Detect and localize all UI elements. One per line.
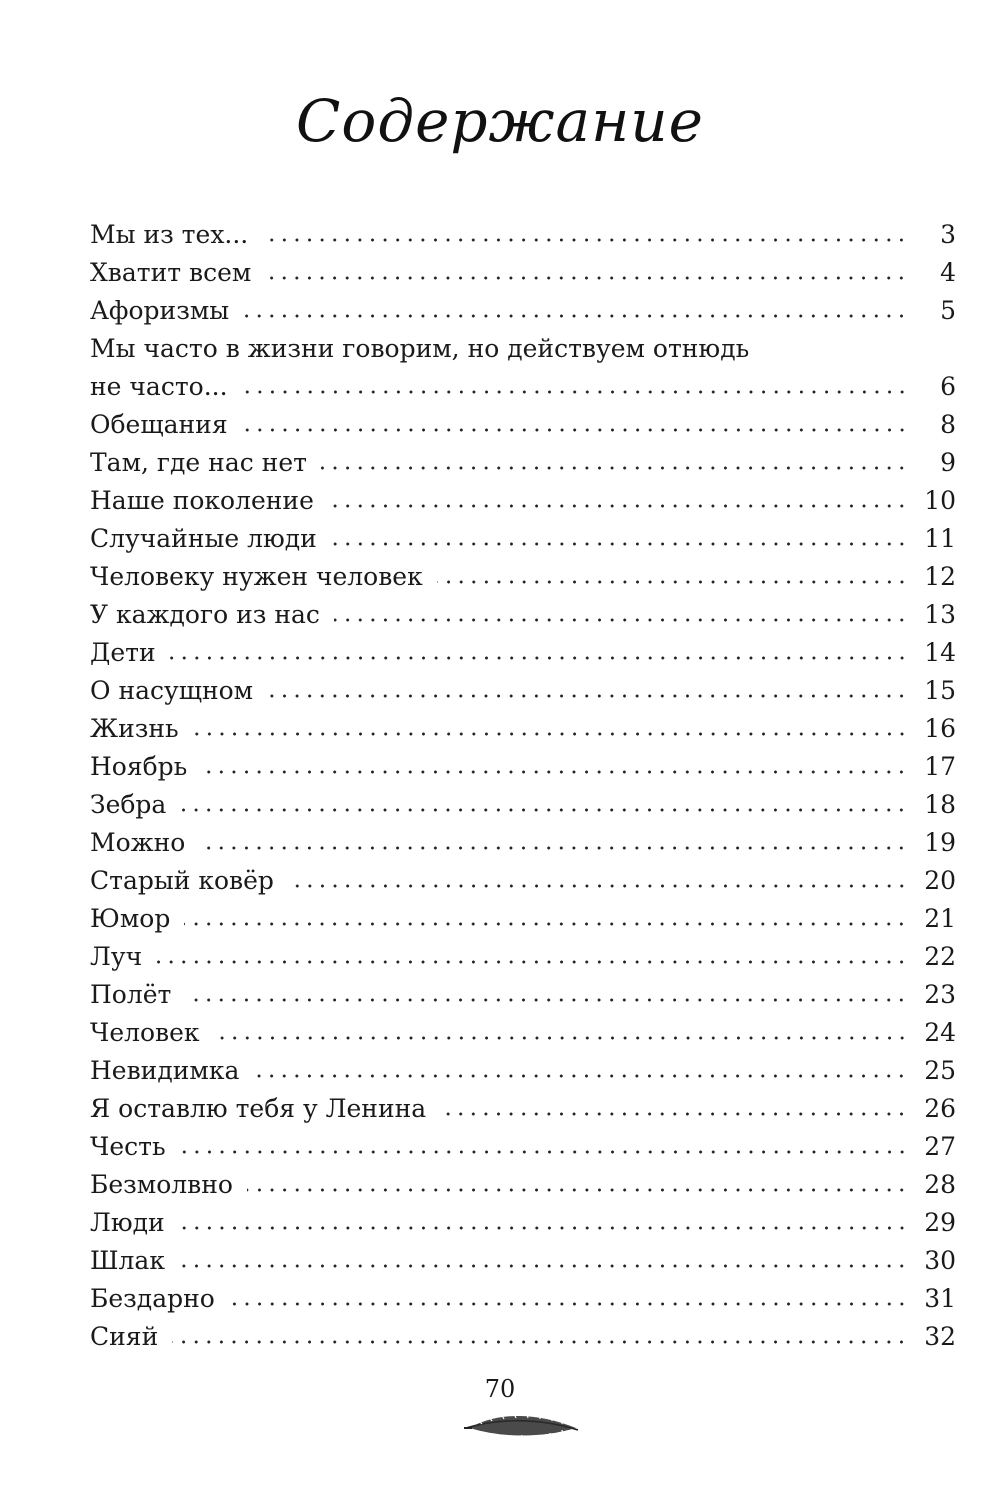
toc-entry-title: Безмолвно <box>90 1170 233 1199</box>
toc-entry-page: 10 <box>924 486 956 515</box>
toc-entry[interactable] <box>90 596 956 634</box>
toc-entry-title: Люди <box>90 1208 165 1237</box>
toc-entry-page: 13 <box>924 600 956 629</box>
toc-leader-dots <box>334 618 908 622</box>
toc-entry-page: 28 <box>924 1170 956 1199</box>
toc-leader-dots <box>201 770 908 774</box>
toc-entry-title: Мы из тех... <box>90 220 249 249</box>
toc-entry-title: Жизнь <box>90 714 179 743</box>
toc-entry-title-line1: Мы часто в жизни говорим, но действуем отнюдь <box>90 334 750 363</box>
toc-entry-title: О насущном <box>90 676 254 705</box>
toc-entry-page: 5 <box>940 296 956 325</box>
toc-entry[interactable] <box>90 1052 956 1090</box>
toc-entry[interactable] <box>90 406 956 444</box>
toc-leader-dots <box>331 542 908 546</box>
toc-entry-title: Я оставлю тебя у Ленина <box>90 1094 427 1123</box>
toc-leader-dots <box>265 276 908 280</box>
toc-entry-title: Луч <box>90 942 143 971</box>
toc-entry-title: Зебра <box>90 790 167 819</box>
toc-entry-title: У каждого из нас <box>90 600 320 629</box>
toc-entry[interactable] <box>90 1014 956 1052</box>
toc-entry[interactable] <box>90 938 956 976</box>
toc-entry[interactable] <box>90 1166 956 1204</box>
toc-entry[interactable] <box>90 216 956 254</box>
toc-entry-page: 15 <box>924 676 956 705</box>
toc-entry[interactable] <box>90 1318 956 1356</box>
feather-icon <box>462 1408 582 1444</box>
toc-entry[interactable] <box>90 1242 956 1280</box>
toc-entry-title: Полёт <box>90 980 172 1009</box>
toc-leader-dots <box>170 656 908 660</box>
toc-entry-title: Старый ковёр <box>90 866 274 895</box>
toc-leader-dots <box>242 428 908 432</box>
toc-entry-page: 20 <box>924 866 956 895</box>
toc-leader-dots <box>267 694 908 698</box>
page-number: 70 <box>484 1375 516 1403</box>
toc-entry[interactable] <box>90 1128 956 1166</box>
toc-leader-dots <box>184 922 908 926</box>
toc-entry[interactable] <box>90 710 956 748</box>
toc-entry-page: 24 <box>924 1018 956 1047</box>
toc-entry[interactable] <box>90 900 956 938</box>
toc-leader-dots <box>247 1188 908 1192</box>
toc-entry-page: 21 <box>924 904 956 933</box>
toc-entry-title: Сияй <box>90 1322 159 1351</box>
toc-entry-page: 31 <box>924 1284 956 1313</box>
toc-entry-page: 6 <box>940 372 956 401</box>
toc-entry-title: Человеку нужен человек <box>90 562 423 591</box>
toc-entry[interactable] <box>90 254 956 292</box>
toc-entry-page: 16 <box>924 714 956 743</box>
toc-entry-title: Афоризмы <box>90 296 230 325</box>
toc-leader-dots <box>179 1226 908 1230</box>
toc-entry[interactable] <box>90 672 956 710</box>
toc-entry-title: Дети <box>90 638 156 667</box>
toc-leader-dots <box>185 998 908 1002</box>
toc-leader-dots <box>262 238 908 242</box>
toc-leader-dots <box>288 884 908 888</box>
toc-entry-page: 14 <box>924 638 956 667</box>
toc-leader-dots <box>242 390 908 394</box>
page-title: Содержание <box>296 87 704 155</box>
toc-entry-page: 32 <box>924 1322 956 1351</box>
toc-entry-page: 9 <box>940 448 956 477</box>
toc-leader-dots <box>180 808 908 812</box>
toc-entry[interactable] <box>90 824 956 862</box>
toc-entry[interactable] <box>90 292 956 330</box>
toc-entry[interactable] <box>90 634 956 672</box>
toc-entry-page: 22 <box>924 942 956 971</box>
toc-entry-page: 23 <box>924 980 956 1009</box>
toc-entry[interactable] <box>90 1090 956 1128</box>
toc-entry-title: Честь <box>90 1132 166 1161</box>
toc-entry[interactable] <box>90 862 956 900</box>
toc-leader-dots <box>253 1074 908 1078</box>
toc-entry-page: 30 <box>924 1246 956 1275</box>
toc-leader-dots <box>179 1264 908 1268</box>
toc-entry[interactable] <box>90 1280 956 1318</box>
toc-entry-title: Наше поколение <box>90 486 314 515</box>
toc-leader-dots <box>437 580 908 584</box>
toc-entry[interactable] <box>90 558 956 596</box>
toc-entry-page: 11 <box>924 524 956 553</box>
toc-entry[interactable] <box>90 1204 956 1242</box>
toc-entry-title: Там, где нас нет <box>90 448 307 477</box>
table-of-contents <box>90 216 956 1356</box>
toc-leader-dots <box>172 1340 908 1344</box>
toc-entry-page: 18 <box>924 790 956 819</box>
toc-entry-title: Юмор <box>90 904 171 933</box>
toc-leader-dots <box>440 1112 908 1116</box>
toc-leader-dots <box>243 314 908 318</box>
toc-entry-title: Обещания <box>90 410 228 439</box>
toc-entry[interactable] <box>90 786 956 824</box>
toc-entry-title: Бездарно <box>90 1284 215 1313</box>
toc-leader-dots <box>328 504 908 508</box>
toc-entry-title: не часто... <box>90 372 228 401</box>
toc-entry-page: 3 <box>940 220 956 249</box>
toc-leader-dots <box>193 732 908 736</box>
toc-entry-page: 27 <box>924 1132 956 1161</box>
toc-leader-dots <box>321 466 908 470</box>
toc-entry-title: Случайные люди <box>90 524 317 553</box>
toc-entry-multiline[interactable] <box>90 330 956 406</box>
toc-leader-dots <box>229 1302 908 1306</box>
toc-entry-page: 26 <box>924 1094 956 1123</box>
toc-entry[interactable] <box>90 482 956 520</box>
toc-entry[interactable] <box>90 748 956 786</box>
toc-entry-title: Можно <box>90 828 186 857</box>
toc-entry-page: 17 <box>924 752 956 781</box>
toc-entry[interactable] <box>90 976 956 1014</box>
toc-entry-page: 12 <box>924 562 956 591</box>
toc-entry[interactable] <box>90 520 956 558</box>
toc-entry-title: Ноябрь <box>90 752 188 781</box>
toc-entry-page: 29 <box>924 1208 956 1237</box>
toc-leader-dots <box>156 960 908 964</box>
toc-entry-page: 25 <box>924 1056 956 1085</box>
toc-entry-page: 8 <box>940 410 956 439</box>
toc-entry-page: 4 <box>940 258 956 287</box>
toc-leader-dots <box>214 1036 908 1040</box>
toc-entry-title: Хватит всем <box>90 258 252 287</box>
toc-entry-page: 19 <box>924 828 956 857</box>
toc-entry[interactable] <box>90 444 956 482</box>
toc-leader-dots <box>199 846 908 850</box>
toc-leader-dots <box>180 1150 908 1154</box>
toc-entry-title: Невидимка <box>90 1056 240 1085</box>
toc-entry-title: Человек <box>90 1018 200 1047</box>
toc-entry-title: Шлак <box>90 1246 165 1275</box>
